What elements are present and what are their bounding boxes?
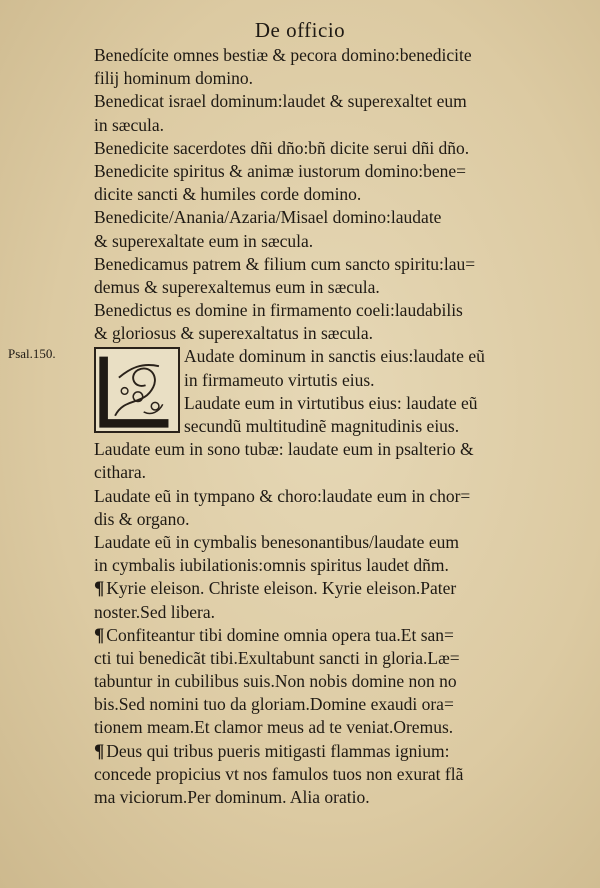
text-line: in firmameuto virtutis eius. xyxy=(184,369,375,390)
text-line: demus & superexaltemus eum in sæcula. xyxy=(94,276,380,297)
pilcrow-icon: ¶ xyxy=(94,740,105,762)
text-line: bis.Sed nomini tuo da gloriam.Domine exaudi ora= xyxy=(94,694,454,715)
text-line: ¶ Confiteantur tibi domine omnia opera tua.Et san= xyxy=(94,624,454,646)
text-block-bottom xyxy=(94,438,564,809)
text-line: Laudate eum in sono tubæ: laudate eum in psalterio & xyxy=(94,439,474,460)
text-line: Benedicite/Anania/Azaria/Misael domino:laudate xyxy=(94,207,442,228)
text-line: Benedícite omnes bestiæ & pecora domino:benedicite xyxy=(94,45,472,65)
page-header: De officio xyxy=(254,18,346,42)
text-line: Laudate eum in virtutibus eius: laudate eũ xyxy=(184,392,478,413)
text-line: dis & organo. xyxy=(94,508,190,529)
text-line: & gloriosus & superexaltatus in sæcula. xyxy=(94,323,373,344)
text-line: in cymbalis iubilationis:omnis spiritus laudet dñm. xyxy=(94,555,449,576)
initial-paragraph xyxy=(94,345,564,438)
text-line: cti tui benedicãt tibi.Exultabunt sancti in gloria.Læ= xyxy=(94,647,460,668)
text-line: dicite sancti & humiles corde domino. xyxy=(94,184,362,205)
text-line: cithara. xyxy=(94,462,146,483)
text-line: secundũ multitudinẽ magnitudinis eius. xyxy=(184,416,460,436)
text-line: filij hominum domino. xyxy=(94,68,253,89)
text-line: Benedicite spiritus & animæ iustorum domino:bene= xyxy=(94,160,466,181)
text-line: tabuntur in cubilibus suis.Non nobis domine non no xyxy=(94,671,457,692)
text-line: in sæcula. xyxy=(94,114,164,135)
initial-lines xyxy=(184,345,485,438)
decorated-initial-icon xyxy=(94,347,180,433)
text-line: Audate dominum in sanctis eius:laudate eũ xyxy=(184,346,485,367)
text-line: ¶ Kyrie eleison. Christe eleison. Kyrie eleison.Pater xyxy=(94,578,457,600)
text-line: ¶ Deus qui tribus pueris mitigasti flammas ignium: xyxy=(94,740,450,762)
text-line: Laudate eũ in tympano & choro:laudate eum in chor= xyxy=(94,485,471,506)
text-line: ma viciorum.Per dominum. Alia oratio. xyxy=(94,787,370,808)
margin-note: Psal.150. xyxy=(8,346,56,361)
text-line: & superexaltate eum in sæcula. xyxy=(94,230,314,251)
text-line: Benedicamus patrem & filium cum sancto spiritu:lau= xyxy=(94,253,476,274)
text-line: Benedictus es domine in firmamento coeli:laudabilis xyxy=(94,300,463,321)
text-line: tionem meam.Et clamor meus ad te veniat.Oremus. xyxy=(94,717,454,738)
pilcrow-icon: ¶ xyxy=(94,578,105,600)
body-text xyxy=(94,44,564,809)
text-line: Laudate eũ in cymbalis benesonantibus/laudate eum xyxy=(94,531,459,552)
pilcrow-icon: ¶ xyxy=(94,624,105,646)
text-line: Benedicat israel dominum:laudet & superexaltet eum xyxy=(94,91,467,112)
text-line: noster.Sed libera. xyxy=(94,601,216,622)
text-line: concede propicius vt nos famulos tuos non exurat flã xyxy=(94,763,464,784)
text-block-top xyxy=(94,44,564,345)
text-line: Benedicite sacerdotes dñi dño:bñ dicite serui dñi dño. xyxy=(94,137,470,158)
